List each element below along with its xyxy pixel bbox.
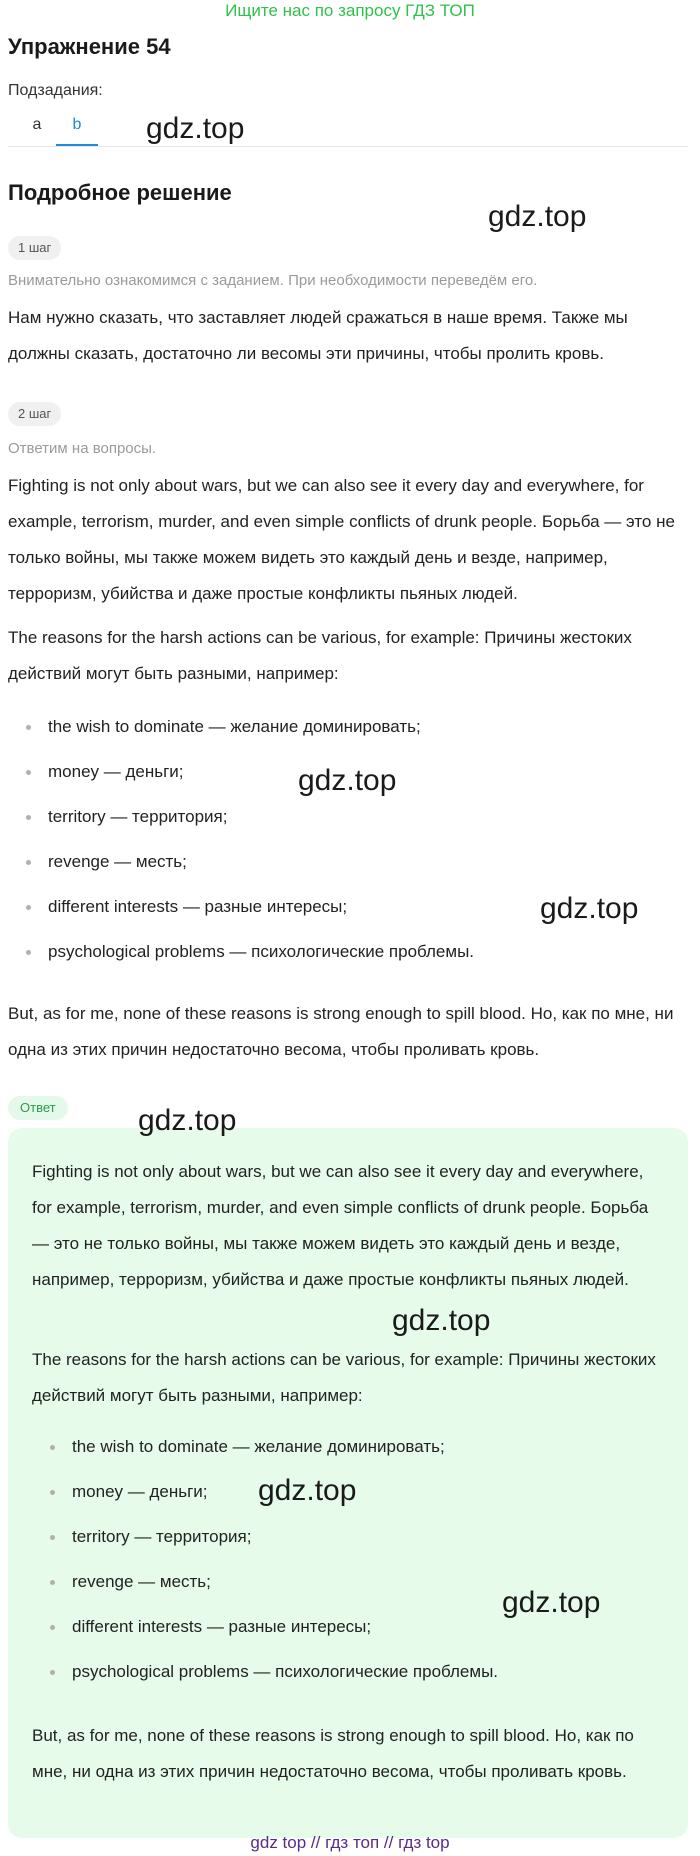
watermark: gdz.top xyxy=(502,1586,601,1619)
subtasks-label: Подзадания: xyxy=(8,82,103,99)
list-item: different interests — разные интересы; xyxy=(32,1604,664,1649)
watermark: gdz.top xyxy=(540,892,639,925)
list-item: money — деньги; xyxy=(32,1469,664,1514)
list-item: psychological problems — психологические проблемы. xyxy=(8,929,688,974)
list-item: money — деньги; xyxy=(8,749,688,794)
tab-b[interactable]: b xyxy=(56,110,98,146)
exercise-title: Упражнение 54 xyxy=(8,34,171,59)
watermark: gdz.top xyxy=(298,764,397,797)
watermark: gdz.top xyxy=(138,1104,237,1137)
list-item: different interests — разные интересы; xyxy=(8,884,688,929)
list-item: the wish to dominate — желание доминировать; xyxy=(32,1424,664,1469)
answer-badge: Ответ xyxy=(8,1096,68,1120)
list-item: revenge — месть; xyxy=(32,1559,664,1604)
answer-paragraph-3: But, as for me, none of these reasons is strong enough to spill blood. Но, как по мне, ни одна из этих причин недостаточно весома, чтобы проливать кровь. xyxy=(32,1726,634,1781)
list-item: psychological problems — психологические проблемы. xyxy=(32,1649,664,1694)
top-banner[interactable]: Ищите нас по запросу ГДЗ ТОП xyxy=(225,1,475,20)
step-2-paragraph-3: But, as for me, none of these reasons is strong enough to spill blood. Но, как по мне, ни одна из этих причин недостаточно весома, чтобы проливать кровь. xyxy=(8,1004,674,1059)
step-2-badge: 2 шаг xyxy=(8,402,61,426)
answer-paragraph-2: The reasons for the harsh actions can be various, for example: Причины жестоких действий могут быть разными, например: xyxy=(32,1350,656,1405)
step-1-text: Нам нужно сказать, что заставляет людей сражаться в наше время. Также мы должны сказать, достаточно ли весомы эти причины, чтобы пролить кровь. xyxy=(8,308,628,363)
watermark: gdz.top xyxy=(146,112,245,145)
step-2-paragraph-1: Fighting is not only about wars, but we can also see it every day and everywhere, for example, terrorism, murder, and even simple conflicts of drunk people. Борьба — это не только войны, мы также можем видеть это каждый день и везде, например, терроризм, убийства и даже простые конфликты пьяных людей. xyxy=(8,476,675,603)
step-1-badge: 1 шаг xyxy=(8,236,61,260)
step-2-reasons-list xyxy=(8,704,688,974)
step-2-hint: Ответим на вопросы. xyxy=(8,440,157,457)
tab-a[interactable]: a xyxy=(32,116,42,133)
list-item: the wish to dominate — желание доминировать; xyxy=(8,704,688,749)
watermark: gdz.top xyxy=(488,200,587,233)
solution-heading: Подробное решение xyxy=(8,180,232,205)
watermark: gdz.top xyxy=(258,1474,357,1507)
step-2-paragraph-2: The reasons for the harsh actions can be various, for example: Причины жестоких действий могут быть разными, например: xyxy=(8,628,632,683)
subtask-tabs xyxy=(8,110,688,147)
answer-paragraph-1: Fighting is not only about wars, but we can also see it every day and everywhere, for example, terrorism, murder, and even simple conflicts of drunk people. Борьба — это не только войны, мы также можем видеть это каждый день и везде, например, терроризм, убийства и даже простые конфликты пьяных людей. xyxy=(32,1162,649,1289)
footer-links[interactable]: gdz top // гдз топ // гдз top xyxy=(250,1833,450,1852)
list-item: territory — территория; xyxy=(8,794,688,839)
list-item: territory — территория; xyxy=(32,1514,664,1559)
step-1-hint: Внимательно ознакомимся с заданием. При необходимости переведём его. xyxy=(8,272,538,289)
watermark: gdz.top xyxy=(392,1304,491,1337)
list-item: revenge — месть; xyxy=(8,839,688,884)
answer-reasons-list xyxy=(32,1424,664,1694)
